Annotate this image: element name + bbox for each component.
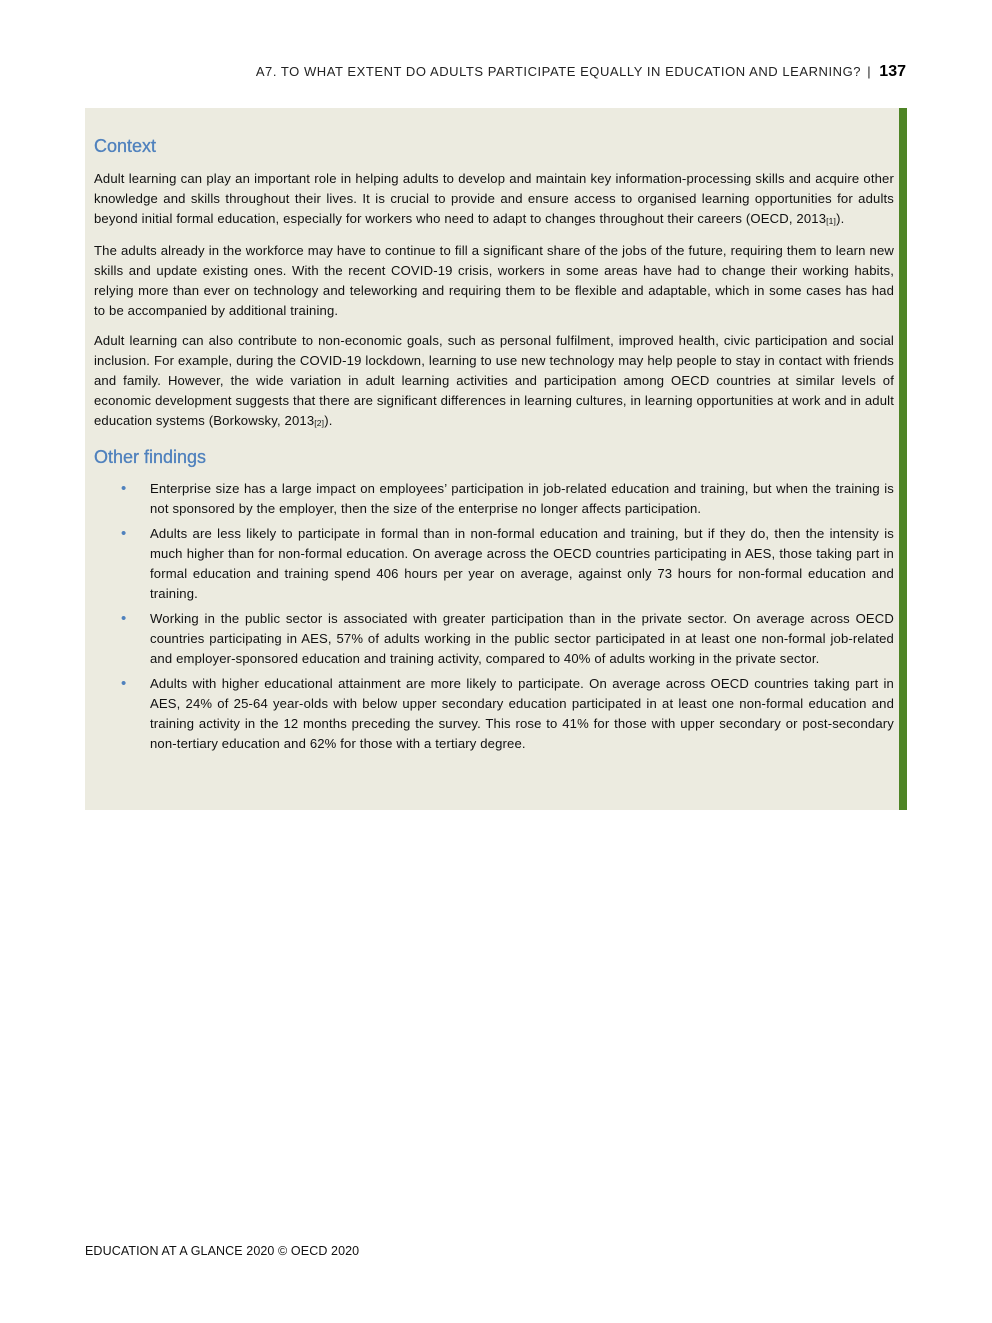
accent-bar	[899, 108, 907, 810]
paragraph-text: Adult learning can play an important role in helping adults to develop and maintain key information-processing skills and acquire other knowledge and skills throughout their lives. It is crucial to provide and ensure access to organised learning opportunities for adults beyond initial formal education, especially for workers who need to adapt to changes throughout their careers (OECD, 2013	[94, 171, 894, 226]
paragraph-text: The adults already in the workforce may have to continue to fill a significant share of the jobs of the future, requiring them to learn new skills and update existing ones. With the recent COVID-19 crisis, workers in some areas have had to change their working habits, relying more than ever on technology and teleworking and requiring them to be flexible and adaptable, which in some cases has had to be accompanied by additional training.	[94, 243, 894, 318]
list-item	[94, 674, 894, 754]
findings-list	[94, 479, 894, 754]
bullet-icon: •	[121, 525, 127, 542]
bullet-icon: •	[121, 610, 127, 627]
context-paragraph	[94, 241, 894, 321]
summary-box	[85, 108, 907, 810]
page-number: 137	[879, 63, 906, 80]
paragraph-tail: ).	[324, 413, 333, 428]
paragraph-tail: ).	[836, 211, 845, 226]
bullet-icon: •	[121, 675, 127, 692]
list-item-text: Adults are less likely to participate in formal than in non-formal education and training, but if they do, then the intensity is much higher than for non-formal education. On average across the OECD countries participating in AES, those taking part in formal education and training spend 406 hours per year on average, against only 73 hours for non-formal education and training.	[150, 526, 894, 601]
list-item-text: Enterprise size has a large impact on employees’ participation in job-related education and training, but when the training is not sponsored by the employer, then the size of the enterprise no longer affects participation.	[150, 481, 894, 516]
context-heading: Context	[94, 136, 157, 156]
running-title: A7. TO WHAT EXTENT DO ADULTS PARTICIPATE EQUALLY IN EDUCATION AND LEARNING?	[255, 64, 862, 79]
running-header	[256, 63, 906, 81]
list-item	[94, 609, 894, 669]
list-item-text: Adults with higher educational attainment are more likely to participate. On average across OECD countries taking part in AES, 24% of 25-64 year-olds with below upper secondary education participated in at least one non-formal education and training activity in the 12 months preceding the survey. This rose to 41% for those with upper secondary or post-secondary non-tertiary education and 62% for those with a tertiary degree.	[150, 676, 894, 751]
paragraph-text: Adult learning can also contribute to non-economic goals, such as personal fulfilment, improved health, civic participation and social inclusion. For example, during the COVID-19 lockdown, learning to use new technology may help people to stay in contact with friends and family. However, the wide variation in adult learning activities and participation among OECD countries at similar levels of economic development suggests that there are significant differences in learning cultures, in learning opportunities at work and in adult education systems (Borkowsky, 2013	[94, 333, 894, 428]
context-paragraph	[94, 331, 894, 433]
summary-box-content	[94, 134, 894, 759]
other-findings-heading: Other findings	[94, 447, 207, 467]
header-separator: |	[867, 64, 872, 79]
reference-marker[interactable]: [2]	[314, 418, 325, 428]
page-footer: EDUCATION AT A GLANCE 2020 © OECD 2020	[85, 1244, 360, 1258]
list-item	[94, 479, 894, 519]
reference-marker[interactable]: [1]	[826, 216, 837, 226]
list-item-text: Working in the public sector is associated with greater participation than in the private sector. On average across OECD countries participating in AES, 57% of adults working in the public sector participated in at least one non-formal job-related and employer-sponsored education and training activity, compared to 40% of adults working in the private sector.	[150, 611, 894, 666]
bullet-icon: •	[121, 480, 127, 497]
list-item	[94, 524, 894, 604]
context-paragraph	[94, 169, 894, 231]
